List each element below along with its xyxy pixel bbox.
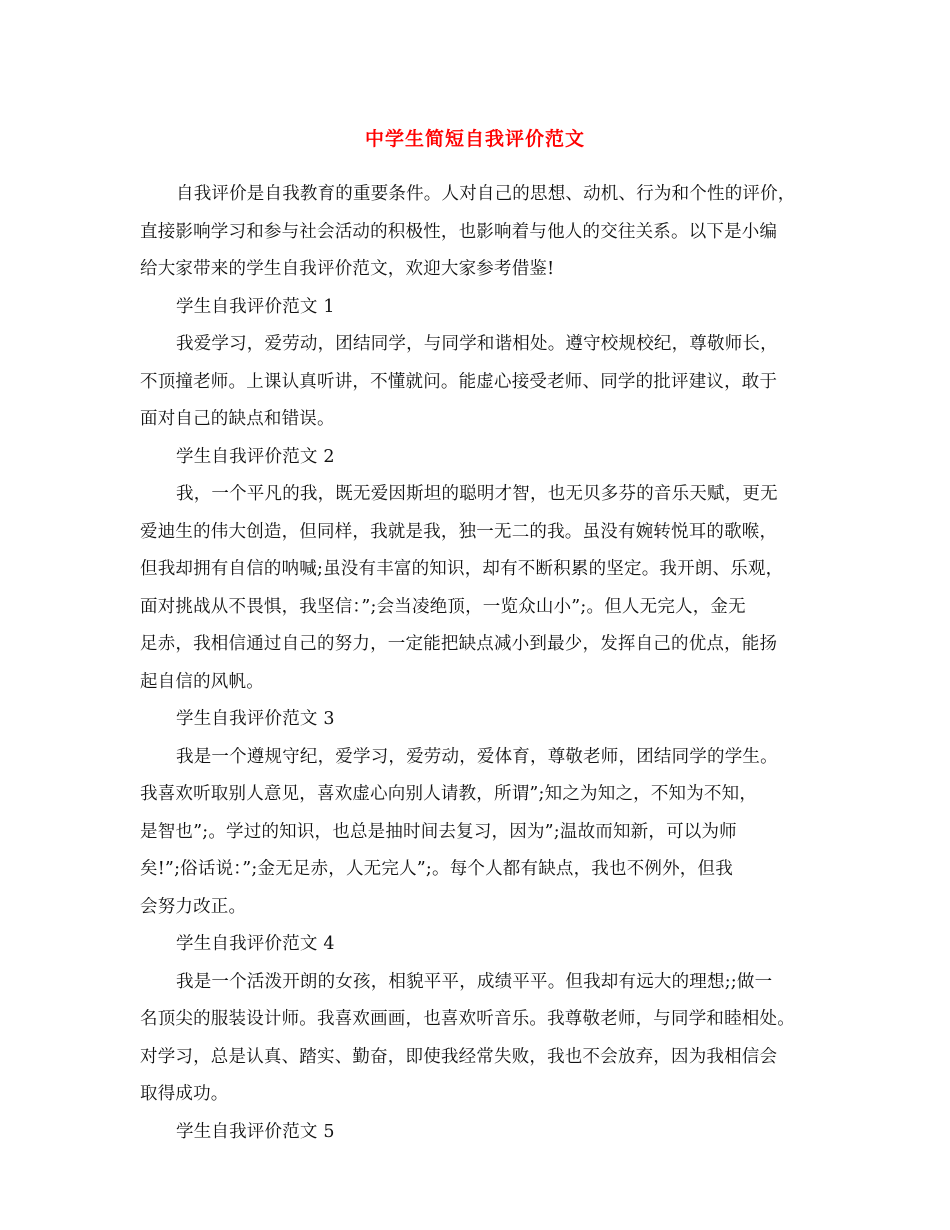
section-4-line: 取得成功。 [140,1084,229,1104]
section-2-line: 爱迪生的伟大创造，但同样，我就是我，独一无二的我。虽没有婉转悦耳的歌喉， [140,521,778,542]
section-heading-2: 学生自我评价范文 2 [176,446,335,467]
section-heading-3: 学生自我评价范文 3 [176,709,335,729]
intro-line: 直接影响学习和参与社会活动的积极性，也影响着与他人的交往关系。以下是小编 [140,221,778,242]
section-4-line: 对学习，总是认真、踏实、勤奋，即使我经常失败，我也不会放弃，因为我相信会 [140,1046,778,1067]
section-2-line: 面对挑战从不畏惧，我坚信：”;会当凌绝顶，一览众山小”;。但人无完人，金无 [140,596,746,617]
section-2-line: 我，一个平凡的我，既无爱因斯坦的聪明才智，也无贝多芬的音乐天赋，更无 [176,484,778,504]
section-4-line: 名顶尖的服装设计师。我喜欢画画，也喜欢听音乐。我尊敬老师，与同学和睦相处。 [140,1009,795,1029]
section-2-line: 起自信的风帆。 [140,671,264,692]
section-2-line: 但我却拥有自信的呐喊;虽没有丰富的知识，却有不断积累的坚定。我开朗、乐观， [140,559,784,579]
section-4-line: 我是一个活泼开朗的女孩，相貌平平，成绩平平。但我却有远大的理想;;做一 [176,971,773,992]
document-title: 中学生简短自我评价范文 [364,128,585,150]
section-heading-4: 学生自我评价范文 4 [176,934,335,954]
section-2-line: 足赤，我相信通过自己的努力，一定能把缺点减小到最少，发挥自己的优点，能扬 [140,634,778,654]
section-heading-5: 学生自我评价范文 5 [176,1121,335,1142]
section-1-line: 不顶撞老师。上课认真听讲，不懂就问。能虚心接受老师、同学的批评建议，敢于 [140,371,778,392]
section-3-line: 我喜欢听取别人意见，喜欢虚心向别人请教，所谓”;知之为知之，不知为不知， [140,784,758,804]
document-body [140,176,820,1151]
section-3-line: 矣!”;俗话说：”;金无足赤，人无完人”;。每个人都有缺点，我也不例外，但我 [140,859,733,879]
section-1-line: 面对自己的缺点和错误。 [140,409,335,429]
section-3-line: 我是一个遵规守纪，爱学习，爱劳动，爱体育，尊敬老师，团结同学的学生。 [176,746,778,767]
section-3-line: 会努力改正。 [140,896,247,917]
section-3-line: 是智也”;。学过的知识，也总是抽时间去复习，因为”;温故而知新，可以为师 [140,821,737,842]
section-1-line: 我爱学习，爱劳动，团结同学，与同学和谐相处。遵守校规校纪，尊敬师长， [176,334,778,354]
intro-line: 自我评价是自我教育的重要条件。人对自己的思想、动机、行为和个性的评价， [176,184,796,204]
intro-line: 给大家带来的学生自我评价范文，欢迎大家参考借鉴! [140,259,555,279]
section-heading-1: 学生自我评价范文 1 [176,296,335,317]
